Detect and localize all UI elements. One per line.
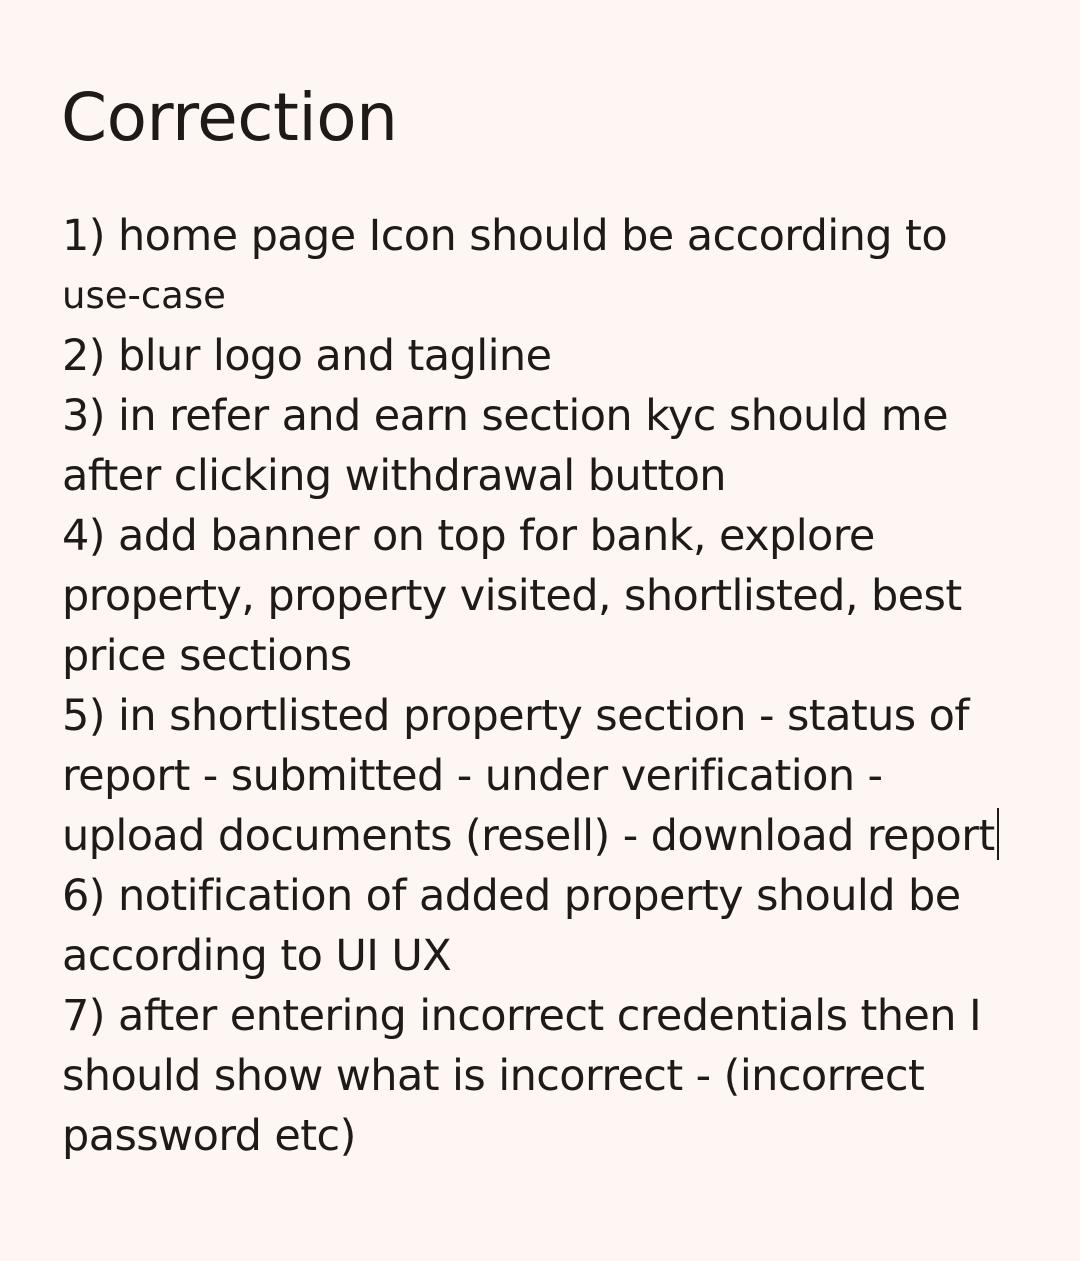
note-line[interactable]: report - submitted - under verification - <box>62 751 883 801</box>
note-line[interactable]: according to UI UX <box>62 931 452 981</box>
note-line[interactable]: password etc) <box>62 1111 356 1161</box>
note-line[interactable]: 7) after entering incorrect credentials then I <box>62 991 982 1041</box>
note-body[interactable] <box>62 206 1062 1166</box>
note-line[interactable]: after clicking withdrawal button <box>62 451 726 501</box>
note-line[interactable]: 2) blur logo and tagline <box>62 331 552 381</box>
note-line[interactable]: upload documents (resell) - download report <box>62 806 1062 866</box>
note-line[interactable]: use-case <box>62 274 226 317</box>
note-line[interactable]: 4) add banner on top for bank, explore <box>62 511 875 561</box>
note-line[interactable]: 5) in shortlisted property section - status of <box>62 691 969 741</box>
note-line[interactable]: should show what is incorrect - (incorrect <box>62 1051 925 1101</box>
note-line[interactable]: 6) notification of added property should be <box>62 871 961 921</box>
note-title[interactable]: Correction <box>61 79 398 156</box>
note-line[interactable]: price sections <box>62 631 352 681</box>
text-cursor <box>997 808 999 860</box>
note-line[interactable]: property, property visited, shortlisted, best <box>62 571 962 621</box>
note-line[interactable]: 1) home page Icon should be according to <box>62 211 948 261</box>
note-line[interactable]: 3) in refer and earn section kyc should me <box>62 391 948 441</box>
